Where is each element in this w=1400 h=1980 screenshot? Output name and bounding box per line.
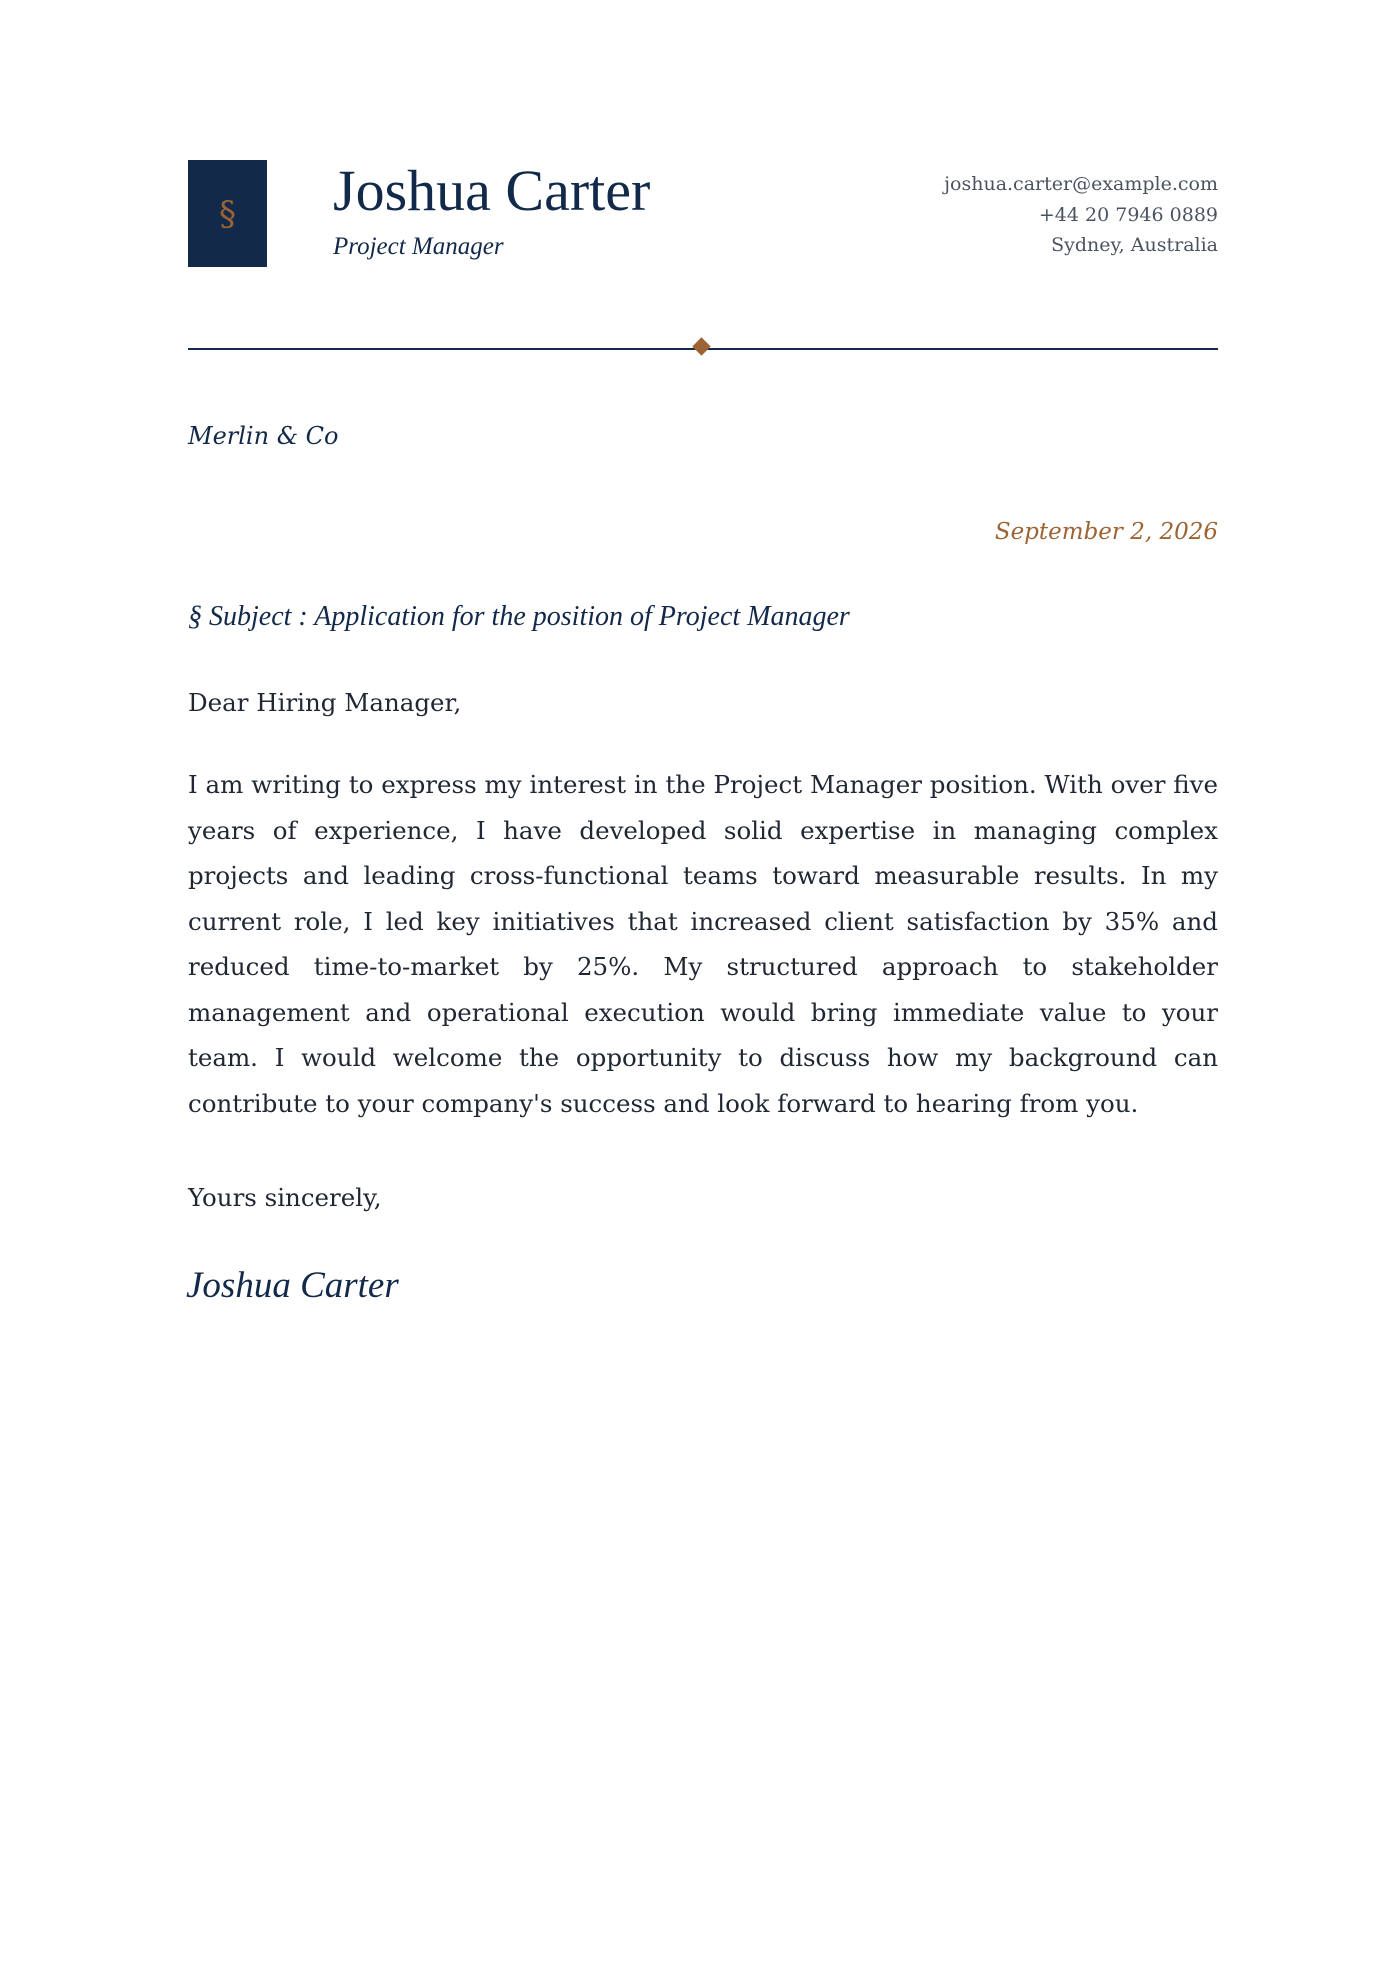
letter-greeting: Dear Hiring Manager, bbox=[188, 688, 462, 717]
contact-block bbox=[944, 169, 1218, 261]
signature: Joshua Carter bbox=[186, 1265, 399, 1306]
contact-phone: +44 20 7946 0889 bbox=[1038, 203, 1218, 226]
applicant-name: Joshua Carter bbox=[333, 158, 651, 223]
applicant-title: Project Manager bbox=[333, 233, 504, 260]
monogram-badge bbox=[188, 160, 267, 267]
letter-closing: Yours sincerely, bbox=[188, 1183, 382, 1212]
contact-location: Sydney, Australia bbox=[1051, 234, 1218, 256]
divider-diamond-icon bbox=[692, 337, 710, 355]
letter-date: September 2, 2026 bbox=[994, 519, 1218, 545]
letter-body: I am writing to express my interest in the Project Manager position. With over five years of experience, I have developed solid expertise in managing complex projects and leading cross-functional teams toward measurable results. In my current role, I led key initiatives that increased client satisfaction by 35% and reduced time-to-market by 25%. My structured approach to stakeholder management and operational execution would bring immediate value to your team. I would welcome the opportunity to discuss how my background can contribute to your company's success and look forward to hearing from you. bbox=[188, 770, 1218, 1118]
name-block bbox=[333, 155, 650, 264]
letter-subject: § Subject : Application for the position of Project Manager bbox=[188, 601, 850, 632]
section-sign-icon: § bbox=[219, 193, 236, 234]
contact-email: joshua.carter@example.com bbox=[944, 173, 1218, 195]
recipient-company: Merlin & Co bbox=[188, 422, 339, 450]
